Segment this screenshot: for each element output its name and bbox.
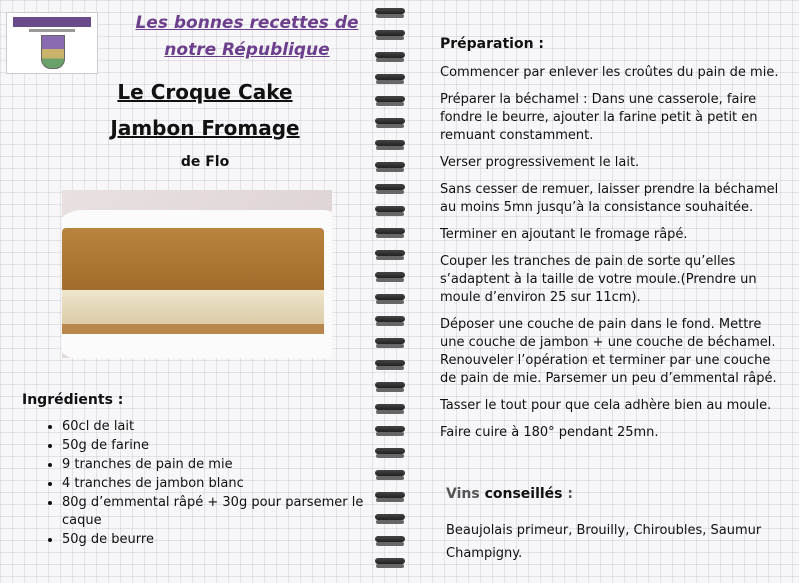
spiral-ring bbox=[375, 404, 405, 410]
preparation-step: Sans cesser de remuer, laisser prendre la béchamel au moins 5mn jusqu’à la consistance souhaitée. bbox=[440, 182, 779, 215]
spiral-ring bbox=[375, 382, 405, 388]
list-item: • 9 tranches de pain de mie bbox=[62, 456, 392, 474]
recipe-photo bbox=[62, 190, 332, 358]
preparation-step: Commencer par enlever les croûtes du pain de mie. bbox=[440, 65, 779, 80]
preparation-step: Tasser le tout pour que cela adhère bien au moule. bbox=[440, 398, 772, 413]
spiral-ring bbox=[375, 228, 405, 234]
spiral-ring bbox=[375, 470, 405, 476]
preparation-step: Terminer en ajoutant le fromage râpé. bbox=[440, 227, 688, 242]
logo-shield-icon bbox=[41, 35, 65, 69]
brand-line-1: Les bonnes recettes de bbox=[135, 13, 359, 33]
spiral-ring bbox=[375, 426, 405, 432]
spiral-ring bbox=[375, 536, 405, 542]
spiral-ring bbox=[375, 96, 405, 102]
list-item: • 60cl de lait bbox=[62, 418, 392, 436]
spiral-ring bbox=[375, 360, 405, 366]
spiral-ring bbox=[375, 338, 405, 344]
spiral-ring bbox=[375, 162, 405, 168]
recipe-title-line-1: Le Croque Cake bbox=[117, 80, 293, 104]
list-item: • 50g de beurre bbox=[62, 531, 392, 549]
logo-banner bbox=[13, 17, 91, 27]
spiral-ring bbox=[375, 294, 405, 300]
wines-text: Beaujolais primeur, Brouilly, Chiroubles, Saumur Champigny. bbox=[446, 523, 762, 561]
recipe-title-line-2: Jambon Fromage bbox=[110, 116, 300, 140]
spiral-ring bbox=[375, 448, 405, 454]
preparation-step: Couper les tranches de pain de sorte qu’elles s’adaptent à la taille de votre moule.(Prendre un moule d’environ 25 sur 11cm). bbox=[440, 254, 757, 305]
spiral-ring bbox=[375, 8, 405, 14]
photo-cake-base bbox=[62, 324, 324, 334]
spiral-ring bbox=[375, 272, 405, 278]
republic-logo bbox=[6, 12, 98, 74]
list-item: • 80g d’emmental râpé + 30g pour parsemer le caque bbox=[62, 494, 392, 530]
spiral-ring bbox=[375, 514, 405, 520]
list-item: • 50g de farine bbox=[62, 437, 392, 455]
spiral-ring bbox=[375, 316, 405, 322]
preparation-heading: Préparation : bbox=[440, 36, 545, 52]
logo-subbanner bbox=[29, 29, 75, 32]
spiral-ring bbox=[375, 558, 405, 564]
spiral-ring bbox=[375, 140, 405, 146]
ingredients-heading: Ingrédients : bbox=[22, 392, 124, 408]
wines-heading bbox=[446, 486, 573, 502]
spiral-ring bbox=[375, 492, 405, 498]
spiral-ring bbox=[375, 250, 405, 256]
spiral-ring bbox=[375, 206, 405, 212]
preparation-step: Déposer une couche de pain dans le fond. Mettre une couche de jambon + une couche de béchamel. Renouveler l’opération et terminer par une couche de pain de mie. Parsemer un peu d’emmental râpé. bbox=[440, 317, 777, 386]
brand-line-2: notre République bbox=[164, 40, 330, 60]
preparation-steps bbox=[440, 64, 780, 451]
spiral-ring bbox=[375, 118, 405, 124]
wines-label-colon: : bbox=[567, 486, 573, 502]
list-item: • 4 tranches de jambon blanc bbox=[62, 475, 392, 493]
preparation-step: Verser progressivement le lait. bbox=[440, 155, 640, 170]
spiral-ring bbox=[375, 74, 405, 80]
spiral-ring bbox=[375, 52, 405, 58]
ingredients-list bbox=[20, 418, 392, 550]
spiral-ring bbox=[375, 184, 405, 190]
wines-label-word-1: Vins bbox=[446, 486, 480, 502]
spiral-ring bbox=[375, 30, 405, 36]
photo-cake-crust bbox=[62, 228, 324, 294]
preparation-step: Faire cuire à 180° pendant 25mn. bbox=[440, 425, 659, 440]
preparation-step: Préparer la béchamel : Dans une casserole, faire fondre le beurre, ajouter la farine petit à petit en remuant constamment. bbox=[440, 92, 758, 143]
recipe-author: de Flo bbox=[180, 154, 230, 170]
wines-label-word-2: conseillés bbox=[484, 486, 563, 502]
site-brand bbox=[118, 10, 376, 64]
